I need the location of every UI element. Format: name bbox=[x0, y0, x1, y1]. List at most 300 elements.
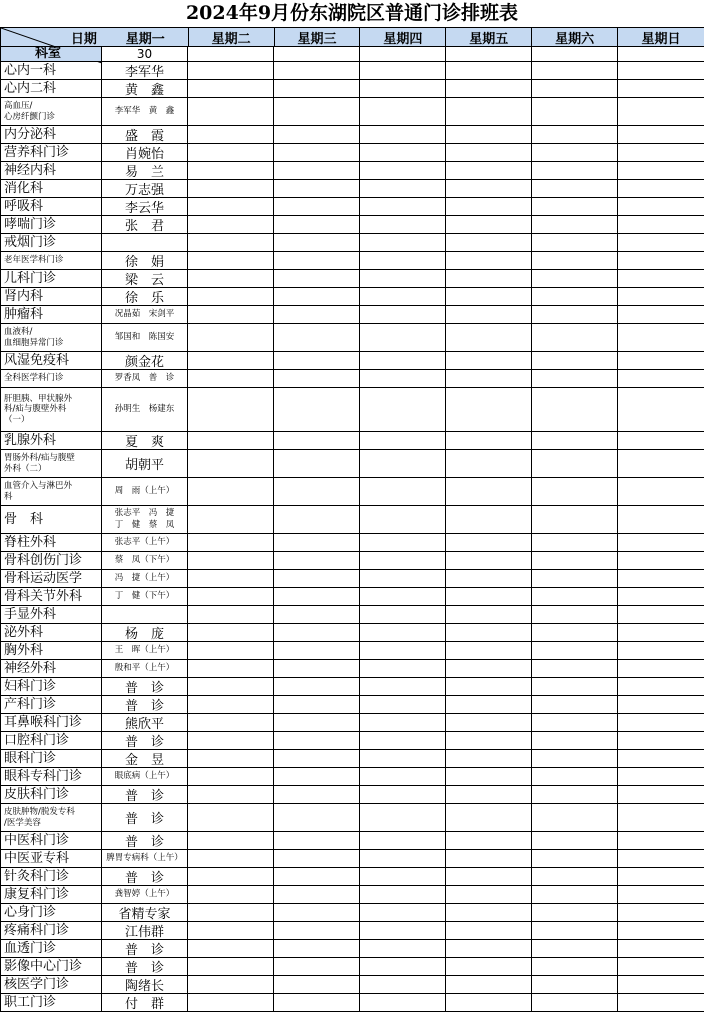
schedule-cell bbox=[532, 534, 618, 551]
schedule-cell bbox=[446, 198, 532, 215]
schedule-cell bbox=[274, 588, 360, 605]
schedule-cell bbox=[188, 162, 274, 179]
schedule-cell bbox=[188, 370, 274, 387]
table-row bbox=[0, 306, 704, 324]
schedule-cell bbox=[188, 642, 274, 659]
schedule-cell bbox=[618, 606, 704, 623]
dept-cell: 耳鼻喉科门诊 bbox=[0, 714, 102, 731]
schedule-cell bbox=[360, 904, 446, 921]
schedule-cell bbox=[618, 696, 704, 713]
dept-cell: 影像中心门诊 bbox=[0, 958, 102, 975]
schedule-cell bbox=[274, 624, 360, 641]
schedule-cell bbox=[446, 832, 532, 849]
schedule-cell bbox=[618, 252, 704, 269]
schedule-cell bbox=[618, 904, 704, 921]
monday-doctor-cell bbox=[102, 234, 188, 251]
schedule-cell bbox=[618, 180, 704, 197]
dept-cell: 肾内科 bbox=[0, 288, 102, 305]
day-header: 星期三 bbox=[275, 28, 361, 46]
schedule-cell bbox=[532, 288, 618, 305]
schedule-cell bbox=[274, 696, 360, 713]
schedule-cell bbox=[274, 234, 360, 251]
day-header: 星期四 bbox=[360, 28, 446, 46]
schedule-cell bbox=[188, 216, 274, 233]
table-row bbox=[0, 976, 704, 994]
schedule-cell bbox=[532, 768, 618, 785]
dept-cell: 眼科专科门诊 bbox=[0, 768, 102, 785]
schedule-cell bbox=[618, 768, 704, 785]
dept-cell: 戒烟门诊 bbox=[0, 234, 102, 251]
schedule-cell bbox=[618, 714, 704, 731]
schedule-cell bbox=[446, 714, 532, 731]
monday-doctor-cell: 普 诊 bbox=[102, 696, 188, 713]
schedule-cell bbox=[532, 234, 618, 251]
schedule-cell bbox=[360, 768, 446, 785]
schedule-cell bbox=[274, 958, 360, 975]
schedule-cell bbox=[274, 306, 360, 323]
schedule-cell bbox=[618, 234, 704, 251]
schedule-cell bbox=[618, 324, 704, 351]
dept-cell: 骨科创伤门诊 bbox=[0, 552, 102, 569]
schedule-cell bbox=[446, 288, 532, 305]
table-row bbox=[0, 234, 704, 252]
schedule-cell bbox=[360, 750, 446, 767]
table-row bbox=[0, 804, 704, 832]
schedule-cell bbox=[360, 144, 446, 161]
schedule-cell bbox=[446, 180, 532, 197]
schedule-cell bbox=[446, 216, 532, 233]
schedule-cell bbox=[532, 506, 618, 533]
schedule-cell bbox=[618, 678, 704, 695]
schedule-cell bbox=[274, 660, 360, 677]
dept-cell: 骨 科 bbox=[0, 506, 102, 533]
monday-doctor-cell: 夏 爽 bbox=[102, 432, 188, 449]
schedule-cell bbox=[532, 80, 618, 97]
schedule-cell bbox=[446, 144, 532, 161]
schedule-cell bbox=[618, 450, 704, 477]
schedule-cell bbox=[446, 552, 532, 569]
schedule-cell bbox=[188, 98, 274, 125]
dept-cell: 皮肤科门诊 bbox=[0, 786, 102, 803]
schedule-cell bbox=[446, 768, 532, 785]
schedule-table bbox=[0, 27, 704, 1012]
schedule-cell bbox=[360, 940, 446, 957]
dept-cell: 血管介入与淋巴外 科 bbox=[0, 478, 102, 505]
schedule-cell bbox=[532, 696, 618, 713]
schedule-cell bbox=[188, 958, 274, 975]
dept-cell: 神经内科 bbox=[0, 162, 102, 179]
monday-doctor-cell: 熊欣平 bbox=[102, 714, 188, 731]
schedule-cell bbox=[446, 868, 532, 885]
schedule-cell bbox=[360, 450, 446, 477]
schedule-cell bbox=[446, 732, 532, 749]
dept-cell: 产科门诊 bbox=[0, 696, 102, 713]
schedule-cell bbox=[188, 234, 274, 251]
schedule-cell bbox=[274, 534, 360, 551]
dept-cell: 肿瘤科 bbox=[0, 306, 102, 323]
dept-cell: 全科医学科门诊 bbox=[0, 370, 102, 387]
schedule-cell bbox=[446, 606, 532, 623]
schedule-cell bbox=[618, 732, 704, 749]
schedule-cell bbox=[532, 922, 618, 939]
dept-cell: 高血压/ 心房纤颤门诊 bbox=[0, 98, 102, 125]
monday-doctor-cell: 罗香凤 普 诊 bbox=[102, 370, 188, 387]
schedule-cell bbox=[446, 588, 532, 605]
schedule-cell bbox=[532, 180, 618, 197]
table-row bbox=[0, 126, 704, 144]
dept-cell: 中医亚专科 bbox=[0, 850, 102, 867]
table-row bbox=[0, 162, 704, 180]
schedule-cell bbox=[274, 216, 360, 233]
table-row bbox=[0, 868, 704, 886]
schedule-cell bbox=[618, 478, 704, 505]
schedule-cell bbox=[618, 388, 704, 431]
schedule-cell bbox=[532, 994, 618, 1011]
schedule-cell bbox=[274, 904, 360, 921]
schedule-cell bbox=[188, 976, 274, 993]
table-row bbox=[0, 660, 704, 678]
table-row bbox=[0, 98, 704, 126]
schedule-cell bbox=[188, 732, 274, 749]
monday-doctor-cell: 王 晖（上午） bbox=[102, 642, 188, 659]
schedule-cell bbox=[188, 832, 274, 849]
schedule-cell bbox=[532, 714, 618, 731]
date-row bbox=[0, 47, 704, 62]
schedule-cell bbox=[532, 216, 618, 233]
schedule-cell bbox=[188, 868, 274, 885]
schedule-cell bbox=[188, 450, 274, 477]
dept-cell: 呼吸科 bbox=[0, 198, 102, 215]
schedule-cell bbox=[188, 804, 274, 831]
day-header: 星期一 bbox=[103, 28, 189, 46]
schedule-cell bbox=[188, 588, 274, 605]
schedule-cell bbox=[360, 976, 446, 993]
dept-cell: 妇科门诊 bbox=[0, 678, 102, 695]
schedule-cell bbox=[446, 450, 532, 477]
schedule-cell bbox=[188, 696, 274, 713]
schedule-cell bbox=[446, 478, 532, 505]
schedule-cell bbox=[188, 714, 274, 731]
schedule-cell bbox=[360, 270, 446, 287]
monday-doctor-cell: 李军华 bbox=[102, 62, 188, 79]
dept-cell: 儿科门诊 bbox=[0, 270, 102, 287]
schedule-cell bbox=[360, 714, 446, 731]
schedule-cell bbox=[532, 976, 618, 993]
table-row bbox=[0, 62, 704, 80]
schedule-cell bbox=[446, 976, 532, 993]
dept-cell: 脊柱外科 bbox=[0, 534, 102, 551]
table-row bbox=[0, 570, 704, 588]
schedule-cell bbox=[188, 994, 274, 1011]
schedule-cell bbox=[618, 288, 704, 305]
schedule-cell bbox=[188, 352, 274, 369]
schedule-cell bbox=[360, 696, 446, 713]
table-row bbox=[0, 624, 704, 642]
schedule-cell bbox=[274, 324, 360, 351]
table-row bbox=[0, 198, 704, 216]
dept-cell: 泌外科 bbox=[0, 624, 102, 641]
schedule-cell bbox=[274, 144, 360, 161]
dept-cell: 骨科运动医学 bbox=[0, 570, 102, 587]
schedule-cell bbox=[618, 832, 704, 849]
schedule-cell bbox=[532, 940, 618, 957]
schedule-cell bbox=[274, 288, 360, 305]
schedule-cell bbox=[188, 270, 274, 287]
schedule-cell bbox=[274, 786, 360, 803]
schedule-cell bbox=[532, 624, 618, 641]
monday-doctor-cell: 李云华 bbox=[102, 198, 188, 215]
schedule-cell bbox=[188, 886, 274, 903]
schedule-cell bbox=[446, 126, 532, 143]
schedule-cell bbox=[446, 904, 532, 921]
monday-doctor-cell: 邹国和 陈国安 bbox=[102, 324, 188, 351]
table-row bbox=[0, 352, 704, 370]
schedule-cell bbox=[360, 570, 446, 587]
monday-doctor-cell: 况晶茹 宋剑平 bbox=[102, 306, 188, 323]
dept-cell: 中医科门诊 bbox=[0, 832, 102, 849]
schedule-cell bbox=[618, 624, 704, 641]
schedule-cell bbox=[360, 352, 446, 369]
schedule-cell bbox=[188, 478, 274, 505]
schedule-cell bbox=[188, 80, 274, 97]
schedule-cell bbox=[188, 506, 274, 533]
table-row bbox=[0, 696, 704, 714]
dept-cell: 康复科门诊 bbox=[0, 886, 102, 903]
schedule-cell bbox=[188, 126, 274, 143]
schedule-cell bbox=[360, 306, 446, 323]
schedule-cell bbox=[618, 62, 704, 79]
schedule-cell bbox=[274, 506, 360, 533]
dept-cell: 血透门诊 bbox=[0, 940, 102, 957]
dept-cell: 营养科门诊 bbox=[0, 144, 102, 161]
schedule-cell bbox=[360, 678, 446, 695]
monday-doctor-cell: 肖婉怡 bbox=[102, 144, 188, 161]
table-row bbox=[0, 450, 704, 478]
schedule-cell bbox=[618, 162, 704, 179]
schedule-cell bbox=[532, 252, 618, 269]
table-row bbox=[0, 370, 704, 388]
schedule-cell bbox=[360, 126, 446, 143]
schedule-cell bbox=[618, 922, 704, 939]
schedule-cell bbox=[532, 588, 618, 605]
date-cell bbox=[360, 47, 446, 61]
dept-cell: 职工门诊 bbox=[0, 994, 102, 1011]
monday-doctor-cell: 丁 健（下午） bbox=[102, 588, 188, 605]
schedule-cell bbox=[274, 940, 360, 957]
schedule-cell bbox=[188, 306, 274, 323]
monday-doctor-cell: 徐 乐 bbox=[102, 288, 188, 305]
schedule-cell bbox=[274, 552, 360, 569]
monday-doctor-cell: 付 群 bbox=[102, 994, 188, 1011]
monday-doctor-cell: 杨 庞 bbox=[102, 624, 188, 641]
schedule-cell bbox=[446, 624, 532, 641]
schedule-cell bbox=[618, 552, 704, 569]
schedule-cell bbox=[360, 80, 446, 97]
schedule-cell bbox=[274, 478, 360, 505]
schedule-cell bbox=[188, 198, 274, 215]
schedule-cell bbox=[360, 786, 446, 803]
date-cell bbox=[274, 47, 360, 61]
schedule-cell bbox=[188, 288, 274, 305]
schedule-cell bbox=[360, 886, 446, 903]
schedule-cell bbox=[360, 804, 446, 831]
dept-cell: 哮喘门诊 bbox=[0, 216, 102, 233]
schedule-cell bbox=[618, 850, 704, 867]
schedule-cell bbox=[188, 180, 274, 197]
day-header: 星期五 bbox=[446, 28, 532, 46]
dept-label: 科室 bbox=[0, 47, 102, 61]
schedule-cell bbox=[446, 352, 532, 369]
schedule-cell bbox=[188, 904, 274, 921]
schedule-cell bbox=[274, 450, 360, 477]
schedule-cell bbox=[532, 388, 618, 431]
dept-cell: 内分泌科 bbox=[0, 126, 102, 143]
schedule-cell bbox=[274, 714, 360, 731]
schedule-cell bbox=[532, 660, 618, 677]
corner-cell bbox=[0, 28, 103, 46]
schedule-cell bbox=[618, 98, 704, 125]
schedule-cell bbox=[360, 324, 446, 351]
schedule-cell bbox=[618, 216, 704, 233]
schedule-cell bbox=[274, 832, 360, 849]
schedule-cell bbox=[446, 80, 532, 97]
schedule-cell bbox=[274, 768, 360, 785]
schedule-cell bbox=[618, 306, 704, 323]
schedule-cell bbox=[274, 804, 360, 831]
dept-cell: 骨科关节外科 bbox=[0, 588, 102, 605]
header-row bbox=[0, 27, 704, 47]
schedule-cell bbox=[360, 868, 446, 885]
schedule-cell bbox=[446, 388, 532, 431]
schedule-cell bbox=[274, 678, 360, 695]
schedule-cell bbox=[188, 678, 274, 695]
dept-cell: 核医学门诊 bbox=[0, 976, 102, 993]
schedule-cell bbox=[188, 940, 274, 957]
table-row bbox=[0, 606, 704, 624]
schedule-cell bbox=[274, 994, 360, 1011]
schedule-cell bbox=[446, 958, 532, 975]
schedule-cell bbox=[274, 162, 360, 179]
schedule-cell bbox=[274, 642, 360, 659]
schedule-cell bbox=[618, 270, 704, 287]
monday-doctor-cell: 金 昱 bbox=[102, 750, 188, 767]
schedule-cell bbox=[532, 750, 618, 767]
schedule-cell bbox=[446, 696, 532, 713]
day-header: 星期日 bbox=[641, 31, 681, 46]
table-row bbox=[0, 288, 704, 306]
dept-cell: 针灸科门诊 bbox=[0, 868, 102, 885]
schedule-cell bbox=[446, 850, 532, 867]
schedule-cell bbox=[532, 98, 618, 125]
table-row bbox=[0, 832, 704, 850]
monday-doctor-cell: 张志平（上午） bbox=[102, 534, 188, 551]
schedule-cell bbox=[274, 976, 360, 993]
monday-doctor-cell: 黄 鑫 bbox=[102, 80, 188, 97]
schedule-cell bbox=[360, 432, 446, 449]
schedule-cell bbox=[274, 352, 360, 369]
monday-doctor-cell: 蔡 凤（下午） bbox=[102, 552, 188, 569]
table-row bbox=[0, 850, 704, 868]
schedule-cell bbox=[532, 886, 618, 903]
schedule-cell bbox=[446, 750, 532, 767]
monday-doctor-cell: 万志强 bbox=[102, 180, 188, 197]
table-row bbox=[0, 958, 704, 976]
schedule-cell bbox=[274, 270, 360, 287]
table-row bbox=[0, 940, 704, 958]
schedule-cell bbox=[446, 940, 532, 957]
schedule-cell bbox=[274, 388, 360, 431]
schedule-cell bbox=[618, 588, 704, 605]
schedule-cell bbox=[618, 198, 704, 215]
schedule-cell bbox=[446, 678, 532, 695]
schedule-cell bbox=[618, 660, 704, 677]
monday-doctor-cell: 张 君 bbox=[102, 216, 188, 233]
monday-doctor-cell: 脾胃专病科（上午） bbox=[102, 850, 188, 867]
monday-doctor-cell: 普 诊 bbox=[102, 868, 188, 885]
schedule-cell bbox=[274, 198, 360, 215]
schedule-cell bbox=[446, 306, 532, 323]
monday-doctor-cell: 冯 捷（上午） bbox=[102, 570, 188, 587]
schedule-cell bbox=[446, 886, 532, 903]
schedule-cell bbox=[188, 388, 274, 431]
schedule-cell bbox=[274, 850, 360, 867]
schedule-cell bbox=[188, 144, 274, 161]
dept-cell: 消化科 bbox=[0, 180, 102, 197]
schedule-cell bbox=[360, 660, 446, 677]
table-row bbox=[0, 588, 704, 606]
table-row bbox=[0, 324, 704, 352]
table-row bbox=[0, 768, 704, 786]
schedule-cell bbox=[446, 98, 532, 125]
schedule-cell bbox=[188, 660, 274, 677]
schedule-cell bbox=[532, 144, 618, 161]
dept-cell: 心内二科 bbox=[0, 80, 102, 97]
schedule-cell bbox=[360, 162, 446, 179]
schedule-cell bbox=[274, 98, 360, 125]
table-row bbox=[0, 642, 704, 660]
schedule-cell bbox=[618, 804, 704, 831]
date-label: 日期 bbox=[70, 32, 97, 47]
schedule-cell bbox=[532, 62, 618, 79]
schedule-cell bbox=[532, 450, 618, 477]
schedule-cell bbox=[446, 270, 532, 287]
schedule-cell bbox=[532, 606, 618, 623]
schedule-cell bbox=[618, 886, 704, 903]
schedule-cell bbox=[532, 642, 618, 659]
table-row bbox=[0, 786, 704, 804]
schedule-cell bbox=[188, 750, 274, 767]
table-row bbox=[0, 270, 704, 288]
day-header: 星期二 bbox=[189, 28, 275, 46]
monday-doctor-cell: 省精专家 bbox=[102, 904, 188, 921]
dept-cell: 手显外科 bbox=[0, 606, 102, 623]
schedule-cell bbox=[188, 534, 274, 551]
schedule-cell bbox=[360, 534, 446, 551]
schedule-cell bbox=[188, 606, 274, 623]
table-row bbox=[0, 506, 704, 534]
schedule-cell bbox=[618, 80, 704, 97]
schedule-cell bbox=[618, 750, 704, 767]
schedule-cell bbox=[360, 98, 446, 125]
monday-doctor-cell: 易 兰 bbox=[102, 162, 188, 179]
schedule-cell bbox=[360, 588, 446, 605]
schedule-cell bbox=[446, 642, 532, 659]
table-row bbox=[0, 714, 704, 732]
schedule-cell bbox=[618, 994, 704, 1011]
monday-doctor-cell: 胡朝平 bbox=[102, 450, 188, 477]
table-body bbox=[0, 62, 704, 1012]
dept-cell: 心内一科 bbox=[0, 62, 102, 79]
